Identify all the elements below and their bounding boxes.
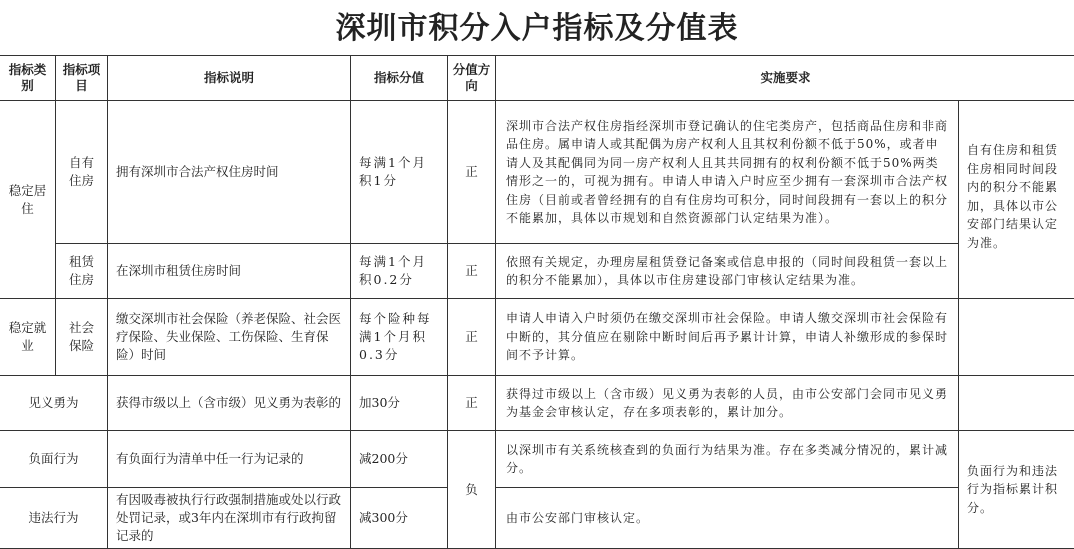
desc-cell: 拥有深圳市合法产权住房时间 xyxy=(108,101,351,244)
header-category: 指标类别 xyxy=(0,56,56,101)
requirement-cell: 申请人申请入户时须仍在缴交深圳市社会保险。申请人缴交深圳市社会保险有中断的，其分值应在剔除中断时间后再予累计计算，申请人补缴形成的参保时间不予计算。 xyxy=(496,299,959,376)
header-direction: 分值方向 xyxy=(448,56,496,101)
table-row xyxy=(0,299,1074,376)
desc-cell: 获得市级以上（含市级）见义勇为表彰的 xyxy=(108,376,351,431)
score-cell: 减200分 xyxy=(351,431,448,488)
note-cell: 自有住房和租赁住房相同时间段内的积分不能累加，具体以市公安部门结果认定为准。 xyxy=(959,101,1074,299)
score-cell: 每满1个月积0.2分 xyxy=(351,244,448,299)
table-row xyxy=(0,376,1074,431)
header-requirements: 实施要求 xyxy=(496,56,1074,101)
item-cell: 自有住房 xyxy=(56,101,108,244)
category-cell: 违法行为 xyxy=(0,488,108,549)
note-cell-empty xyxy=(959,376,1074,431)
note-cell: 负面行为和违法行为指标累计积分。 xyxy=(959,431,1074,549)
header-item: 指标项目 xyxy=(56,56,108,101)
direction-cell: 正 xyxy=(448,299,496,376)
score-cell: 加30分 xyxy=(351,376,448,431)
score-cell: 减300分 xyxy=(351,488,448,549)
header-score: 指标分值 xyxy=(351,56,448,101)
direction-cell: 正 xyxy=(448,376,496,431)
note-cell-empty xyxy=(959,299,1074,376)
direction-cell: 正 xyxy=(448,244,496,299)
requirement-cell: 深圳市合法产权住房指经深圳市登记确认的住宅类房产，包括商品住房和非商品住房。属申请人或其配偶为房产权利人且其权利份额不低于50%，或者申请人及其配偶同为同一房产权利人且其共同拥有的权利份额不低于50%两类情形之一的，可视为拥有。申请人申请入户时应至少拥有一套深圳市合法产权住房（目前或者曾经拥有的自有住房均可积分，同时间段拥有一套以上的积分不能累加，具体以市规划和自然资源部门认定结果为准）。 xyxy=(496,101,959,244)
category-cell: 稳定居住 xyxy=(0,101,56,299)
item-cell: 社会保险 xyxy=(56,299,108,376)
category-cell: 稳定就业 xyxy=(0,299,56,376)
header-desc: 指标说明 xyxy=(108,56,351,101)
score-cell: 每满1个月积1分 xyxy=(351,101,448,244)
requirement-cell: 依照有关规定，办理房屋租赁登记备案或信息申报的（同时间段租赁一套以上的积分不能累加），具体以市住房建设部门审核认定结果为准。 xyxy=(496,244,959,299)
table-row xyxy=(0,488,1074,549)
item-cell: 租赁住房 xyxy=(56,244,108,299)
points-table xyxy=(0,55,1074,549)
table-row xyxy=(0,101,1074,244)
requirement-cell: 以深圳市有关系统核查到的负面行为结果为准。存在多类减分情况的，累计减分。 xyxy=(496,431,959,488)
direction-cell: 正 xyxy=(448,101,496,244)
table-row xyxy=(0,431,1074,488)
direction-cell: 负 xyxy=(448,431,496,549)
desc-cell: 有因吸毒被执行行政强制措施或处以行政处罚记录，或3年内在深圳市有行政拘留记录的 xyxy=(108,488,351,549)
desc-cell: 缴交深圳市社会保险（养老保险、社会医疗保险、失业保险、工伤保险、生育保险）时间 xyxy=(108,299,351,376)
header-row xyxy=(0,56,1074,101)
category-cell: 负面行为 xyxy=(0,431,108,488)
category-cell: 见义勇为 xyxy=(0,376,108,431)
score-cell: 每个险种每满1个月积0.3分 xyxy=(351,299,448,376)
table-row xyxy=(0,244,1074,299)
requirement-cell: 由市公安部门审核认定。 xyxy=(496,488,959,549)
requirement-cell: 获得过市级以上（含市级）见义勇为表彰的人员，由市公安部门会同市见义勇为基金会审核认定，存在多项表彰的，累计加分。 xyxy=(496,376,959,431)
desc-cell: 有负面行为清单中任一行为记录的 xyxy=(108,431,351,488)
page-title: 深圳市积分入户指标及分值表 xyxy=(0,0,1074,55)
desc-cell: 在深圳市租赁住房时间 xyxy=(108,244,351,299)
